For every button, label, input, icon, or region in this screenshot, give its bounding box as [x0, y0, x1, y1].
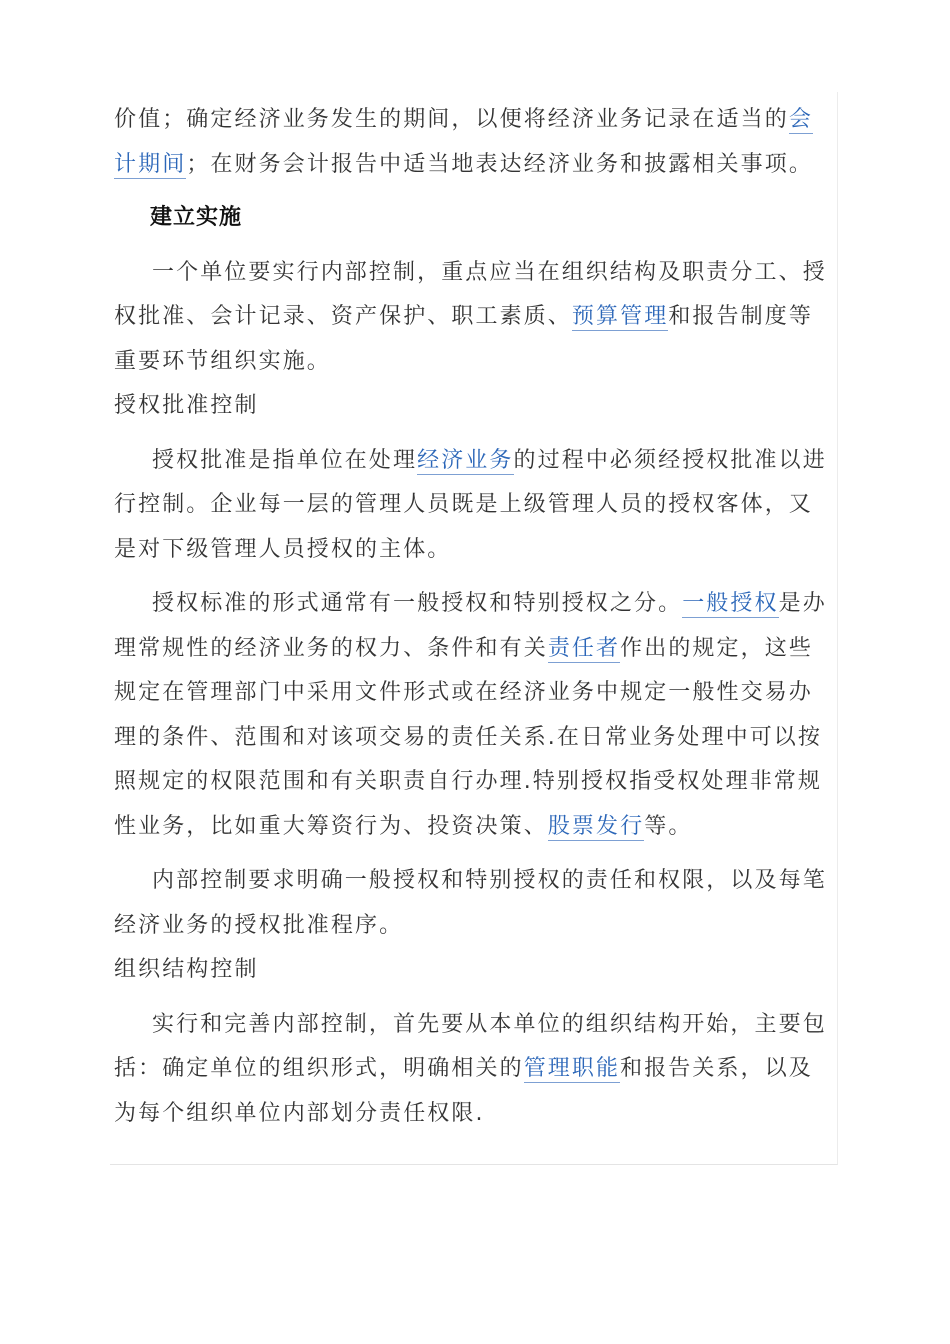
- text-segment: 内部控制要求明确一般授权和特别授权的责任和权限，以及每笔经济业务的授权批准程序。: [114, 868, 827, 938]
- link-general-authorization[interactable]: 一般授权: [682, 591, 779, 616]
- article-body: [114, 98, 834, 1136]
- link-management-function[interactable]: 管理职能: [523, 1056, 621, 1081]
- subheading-organization-control: 组织结构控制: [114, 957, 259, 982]
- link-responsible-party[interactable]: 责任者: [547, 635, 621, 661]
- text-segment: 实行和完善内部控制，首先要从本单位的组织结构开始，主要包括：确定单位的组织形式，明确相关的: [114, 1011, 827, 1081]
- paragraph-intro: [114, 98, 834, 187]
- text-segment: 授权标准的形式通常有一般授权和特别授权之分。: [152, 591, 683, 616]
- text-segment: 和报告关系，以及为每个组织单位内部划分责任权限.: [114, 1056, 813, 1126]
- text-segment: ；在财务会计报告中适当地表达经济业务和披露相关事项。: [186, 151, 813, 177]
- subheading-authorization-control: 授权批准控制: [114, 393, 259, 418]
- section-heading-implementation: 建立实施: [150, 205, 243, 230]
- paragraph-authorization-1: [114, 439, 834, 573]
- paragraph-organization: [114, 1003, 834, 1137]
- link-stock-issuance[interactable]: 股票发行: [547, 813, 645, 839]
- text-segment: 和报告制度等重要环节组织实施。: [114, 304, 813, 374]
- text-segment: 的过程中必须经授权批准以进行控制。企业每一层的管理人员既是上级管理人员的授权客体，又是对下级管理人员授权的主体。: [114, 447, 827, 562]
- text-segment: 一个单位要实行内部控制，重点应当在组织结构及职责分工、授权批准、会计记录、资产保护、职工素质、: [114, 259, 827, 329]
- text-segment: 是办理常规性的经济业务的权力、条件和有关: [114, 591, 827, 661]
- text-segment: 价值；确定经济业务发生的期间，以便将经济业务记录在适当的: [114, 107, 789, 132]
- text-segment: 授权批准是指单位在处理: [152, 447, 418, 473]
- paragraph-implementation: [114, 251, 834, 385]
- link-economic-business[interactable]: 经济业务: [417, 447, 514, 473]
- link-budget-management[interactable]: 预算管理: [571, 304, 669, 329]
- link-accounting-period[interactable]: 会计期间: [114, 107, 813, 177]
- paragraph-authorization-2: [114, 582, 834, 849]
- text-segment: 作出的规定，这些规定在管理部门中采用文件形式或在经济业务中规定一般性交易办理的条件、范围和对该项交易的责任关系.在日常业务处理中可以按照规定的权限范围和有关职责自行办理.特别授权指受权处理非常规性业务，比如重大筹资行为、投资决策、: [114, 635, 822, 839]
- text-segment: 等。: [644, 813, 693, 839]
- paragraph-authorization-3: [114, 859, 834, 948]
